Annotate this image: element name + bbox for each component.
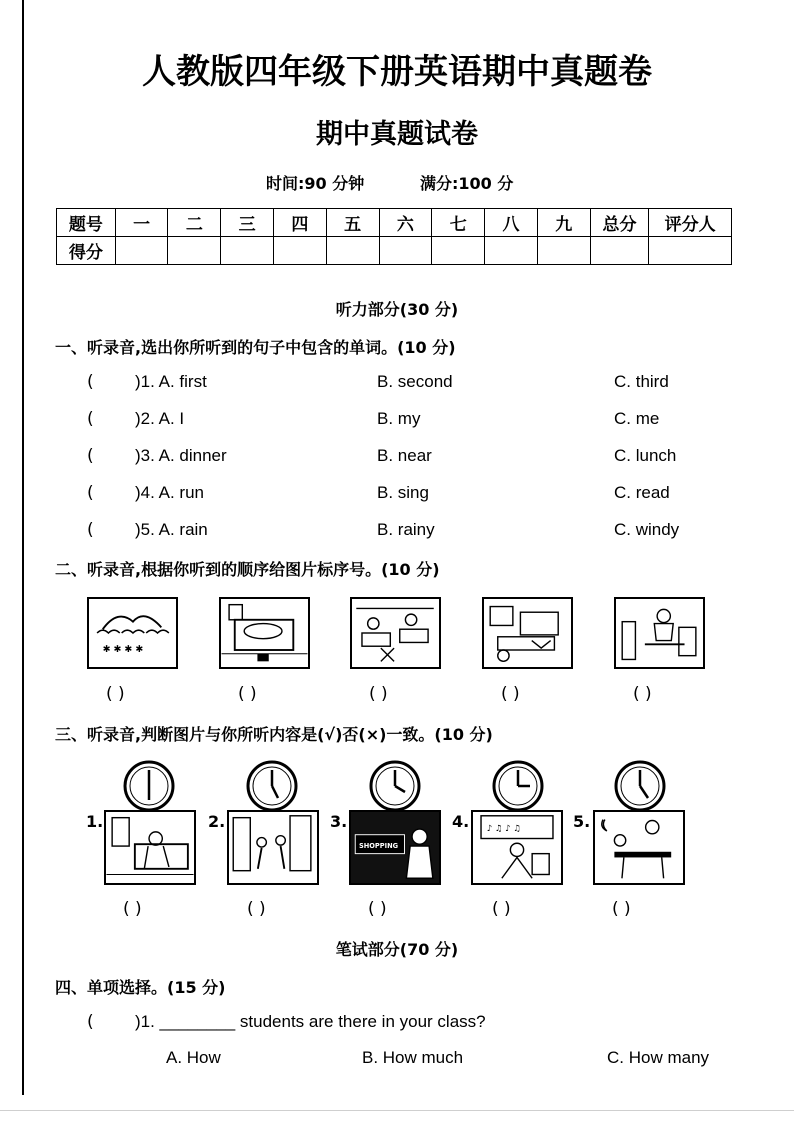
score-header-cell: 二	[168, 209, 221, 237]
option-c: C. lunch	[614, 446, 677, 465]
bedroom-picture	[104, 810, 196, 885]
answer-paren[interactable]: (	[87, 1012, 94, 1032]
order-blank[interactable]: ( )	[369, 684, 388, 704]
option-c: C. me	[614, 409, 660, 428]
option-a: )4. A. run	[135, 483, 204, 502]
judge-blank[interactable]: ( )	[247, 899, 266, 919]
answer-paren[interactable]: (	[87, 372, 94, 392]
score-header-cell: 七	[432, 209, 485, 237]
clock-icon	[614, 760, 666, 812]
order-blank[interactable]: ( )	[501, 684, 520, 704]
svg-text:♪ ♫ ♪ ♫: ♪ ♫ ♪ ♫	[486, 823, 521, 834]
section4-title: 四、单项选择。(15 分)	[55, 978, 226, 997]
order-blank[interactable]: ( )	[633, 684, 652, 704]
score-header-cell: 一	[115, 209, 168, 237]
score-input-cell[interactable]	[326, 237, 379, 265]
score-table	[56, 208, 732, 265]
shopping-picture	[349, 810, 441, 885]
section1-title: 一、听录音,选出你所听到的句子中包含的单词。(10 分)	[55, 338, 456, 357]
picture-number: 1.	[86, 812, 104, 831]
music-class-picture	[471, 810, 563, 885]
family-dinner-picture	[614, 597, 705, 669]
score-input-cell[interactable]	[649, 237, 732, 265]
score-input-cell[interactable]	[379, 237, 432, 265]
score-header-cell: 四	[274, 209, 327, 237]
option-b: B. sing	[377, 483, 429, 502]
score-table-score-row	[57, 237, 732, 265]
score-header-cell: 六	[379, 209, 432, 237]
score-header-cell: 五	[326, 209, 379, 237]
written-header: 笔试部分(70 分)	[335, 940, 459, 959]
picture-number: 5.	[573, 812, 591, 831]
judge-blank[interactable]: ( )	[123, 899, 142, 919]
option-a: )1. A. first	[135, 372, 207, 391]
score-label: 满分:100 分	[420, 174, 514, 193]
clock-icon	[492, 760, 544, 812]
judge-blank[interactable]: ( )	[612, 899, 631, 919]
exam-subtitle: 期中真题试卷	[316, 119, 478, 150]
rain-weather-picture	[87, 597, 178, 669]
binding-margin-line	[22, 0, 24, 1095]
answer-paren[interactable]: (	[87, 446, 94, 466]
section2-title: 二、听录音,根据你听到的顺序给图片标序号。(10 分)	[55, 560, 440, 579]
picture-number: 4.	[452, 812, 470, 831]
option-a: A. How	[166, 1048, 221, 1067]
picture-number: 2.	[208, 812, 226, 831]
clock-icon	[246, 760, 298, 812]
exam-title: 人教版四年级下册英语期中真题卷	[142, 52, 652, 92]
classroom-picture	[350, 597, 441, 669]
score-table-header-row	[57, 209, 732, 237]
score-header-cell: 八	[485, 209, 538, 237]
option-b: B. How much	[362, 1048, 464, 1067]
order-blank[interactable]: ( )	[106, 684, 125, 704]
score-header-cell: 九	[537, 209, 590, 237]
score-header-cell: 三	[221, 209, 274, 237]
judge-blank[interactable]: ( )	[368, 899, 387, 919]
option-c: C. How many	[607, 1048, 710, 1067]
score-header-cell: 总分	[590, 209, 649, 237]
score-header-cell: 题号	[57, 209, 116, 237]
score-input-cell[interactable]	[485, 237, 538, 265]
option-b: B. second	[377, 372, 453, 391]
cluttered-room-picture	[482, 597, 573, 669]
option-a: )3. A. dinner	[135, 446, 227, 465]
clock-icon	[369, 760, 421, 812]
option-a: )5. A. rain	[135, 520, 208, 539]
score-input-cell[interactable]	[221, 237, 274, 265]
listening-header: 听力部分(30 分)	[335, 300, 459, 319]
section3-title: 三、听录音,判断图片与你所听内容是(√)否(×)一致。(10 分)	[55, 725, 493, 744]
score-input-cell[interactable]	[432, 237, 485, 265]
option-b: B. rainy	[377, 520, 435, 539]
clock-icon	[123, 760, 175, 812]
score-input-cell[interactable]	[274, 237, 327, 265]
order-blank[interactable]: ( )	[238, 684, 257, 704]
score-input-cell[interactable]	[168, 237, 221, 265]
score-input-cell[interactable]	[115, 237, 168, 265]
time-label: 时间:90 分钟	[266, 174, 365, 193]
score-input-cell[interactable]	[537, 237, 590, 265]
answer-paren[interactable]: (	[87, 520, 94, 540]
option-b: B. my	[377, 409, 421, 428]
option-b: B. near	[377, 446, 432, 465]
answer-paren[interactable]: (	[87, 483, 94, 503]
answer-paren[interactable]: (	[87, 409, 94, 429]
score-header-cell: 评分人	[649, 209, 732, 237]
option-c: C. windy	[614, 520, 680, 539]
score-row-label: 得分	[57, 237, 116, 265]
option-c: C. read	[614, 483, 670, 502]
option-a: )2. A. I	[135, 409, 185, 428]
svg-text:✱ ✱ ✱ ✱: ✱ ✱ ✱ ✱	[102, 643, 144, 655]
sleeping-picture	[219, 597, 310, 669]
shopping-sign-text: SHOPPING	[359, 841, 399, 850]
walking-to-school-picture	[227, 810, 319, 885]
question-stem: )1. ________ students are there in your class?	[135, 1012, 486, 1031]
page-bottom-divider	[0, 1110, 794, 1111]
picture-number: 3.	[330, 812, 348, 831]
dinner-time-picture	[593, 810, 685, 885]
judge-blank[interactable]: ( )	[492, 899, 511, 919]
option-c: C. third	[614, 372, 669, 391]
score-input-cell[interactable]	[590, 237, 649, 265]
